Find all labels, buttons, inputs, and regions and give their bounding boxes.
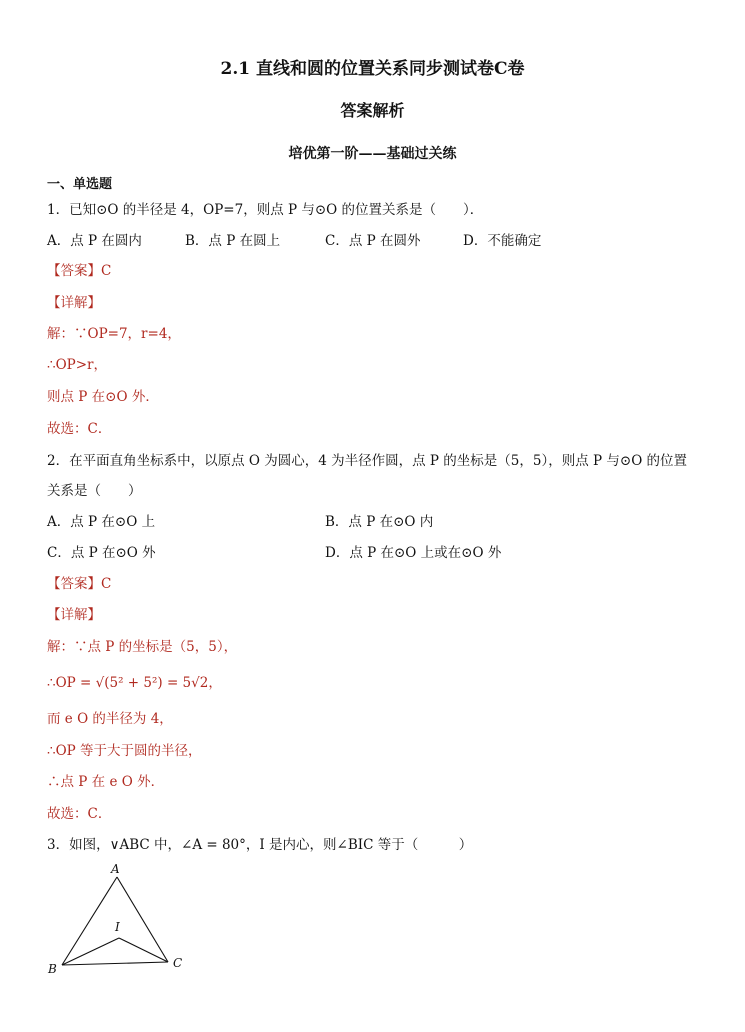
q2-option-a: A．点 P 在⊙O 上 — [47, 514, 156, 530]
q2-stem-line-2: 关系是（ ） — [47, 483, 142, 499]
q1-option-b: B．点 P 在圆上 — [185, 233, 281, 249]
section-heading: 培优第一阶——基础过关练 — [288, 146, 457, 162]
q1-solution-line-3: 则点 P 在⊙O 外． — [47, 389, 159, 405]
vertex-label-c: C — [173, 956, 183, 970]
vertex-label-a: A — [111, 862, 120, 876]
q1-solution-line-4: 故选：C． — [47, 421, 112, 437]
q3-stem: 3．如图，∨ABC 中，∠A = 80°，I 是内心，则∠BIC 等于（ ） — [47, 837, 473, 853]
vertex-label-b: B — [48, 962, 57, 976]
document-subtitle: 答案解析 — [340, 101, 405, 120]
q1-option-c: C．点 P 在圆外 — [325, 233, 421, 249]
q2-solution-line-4: ∴OP 等于大于圆的半径， — [47, 743, 202, 759]
q2-solution-line-2: ∴OP = √(5² + 5²) = 5√2， — [47, 675, 222, 691]
q2-option-c: C．点 P 在⊙O 外 — [47, 545, 156, 561]
q2-option-d: D．点 P 在⊙O 上或在⊙O 外 — [325, 545, 502, 561]
q2-option-b: B．点 P 在⊙O 内 — [325, 514, 434, 530]
part-heading: 一、单选题 — [47, 177, 113, 192]
q1-solution-line-1: 解：∵OP=7，r=4， — [47, 326, 181, 342]
q2-detail-label: 【详解】 — [47, 607, 101, 623]
q1-option-d: D．不能确定 — [463, 233, 542, 249]
q2-solution-line-1: 解：∵点 P 的坐标是（5，5）， — [47, 639, 238, 655]
q1-option-a: A．点 P 在圆内 — [47, 233, 142, 249]
q1-stem: 1．已知⊙O 的半径是 4，OP=7，则点 P 与⊙O 的位置关系是（ ）． — [47, 202, 484, 218]
q1-answer: 【答案】C — [47, 263, 112, 279]
document-title: 2.1 直线和圆的位置关系同步测试卷C卷 — [220, 59, 525, 79]
triangle-figure — [40, 860, 200, 980]
q2-solution-line-3: 而 e O 的半径为 4， — [47, 711, 173, 727]
q2-stem-line-1: 2．在平面直角坐标系中，以原点 O 为圆心，4 为半径作圆，点 P 的坐标是（5，5），则点 P 与⊙O 的位置 — [47, 453, 688, 469]
q2-answer: 【答案】C — [47, 576, 112, 592]
q1-solution-line-2: ∴OP>r， — [47, 357, 108, 373]
edge-bc — [62, 962, 168, 965]
q1-detail-label: 【详解】 — [47, 295, 101, 311]
incenter-label-i: I — [115, 920, 120, 934]
q2-solution-line-5: ∴点 P 在 e O 外． — [47, 774, 165, 790]
q2-solution-line-6: 故选：C． — [47, 806, 112, 822]
